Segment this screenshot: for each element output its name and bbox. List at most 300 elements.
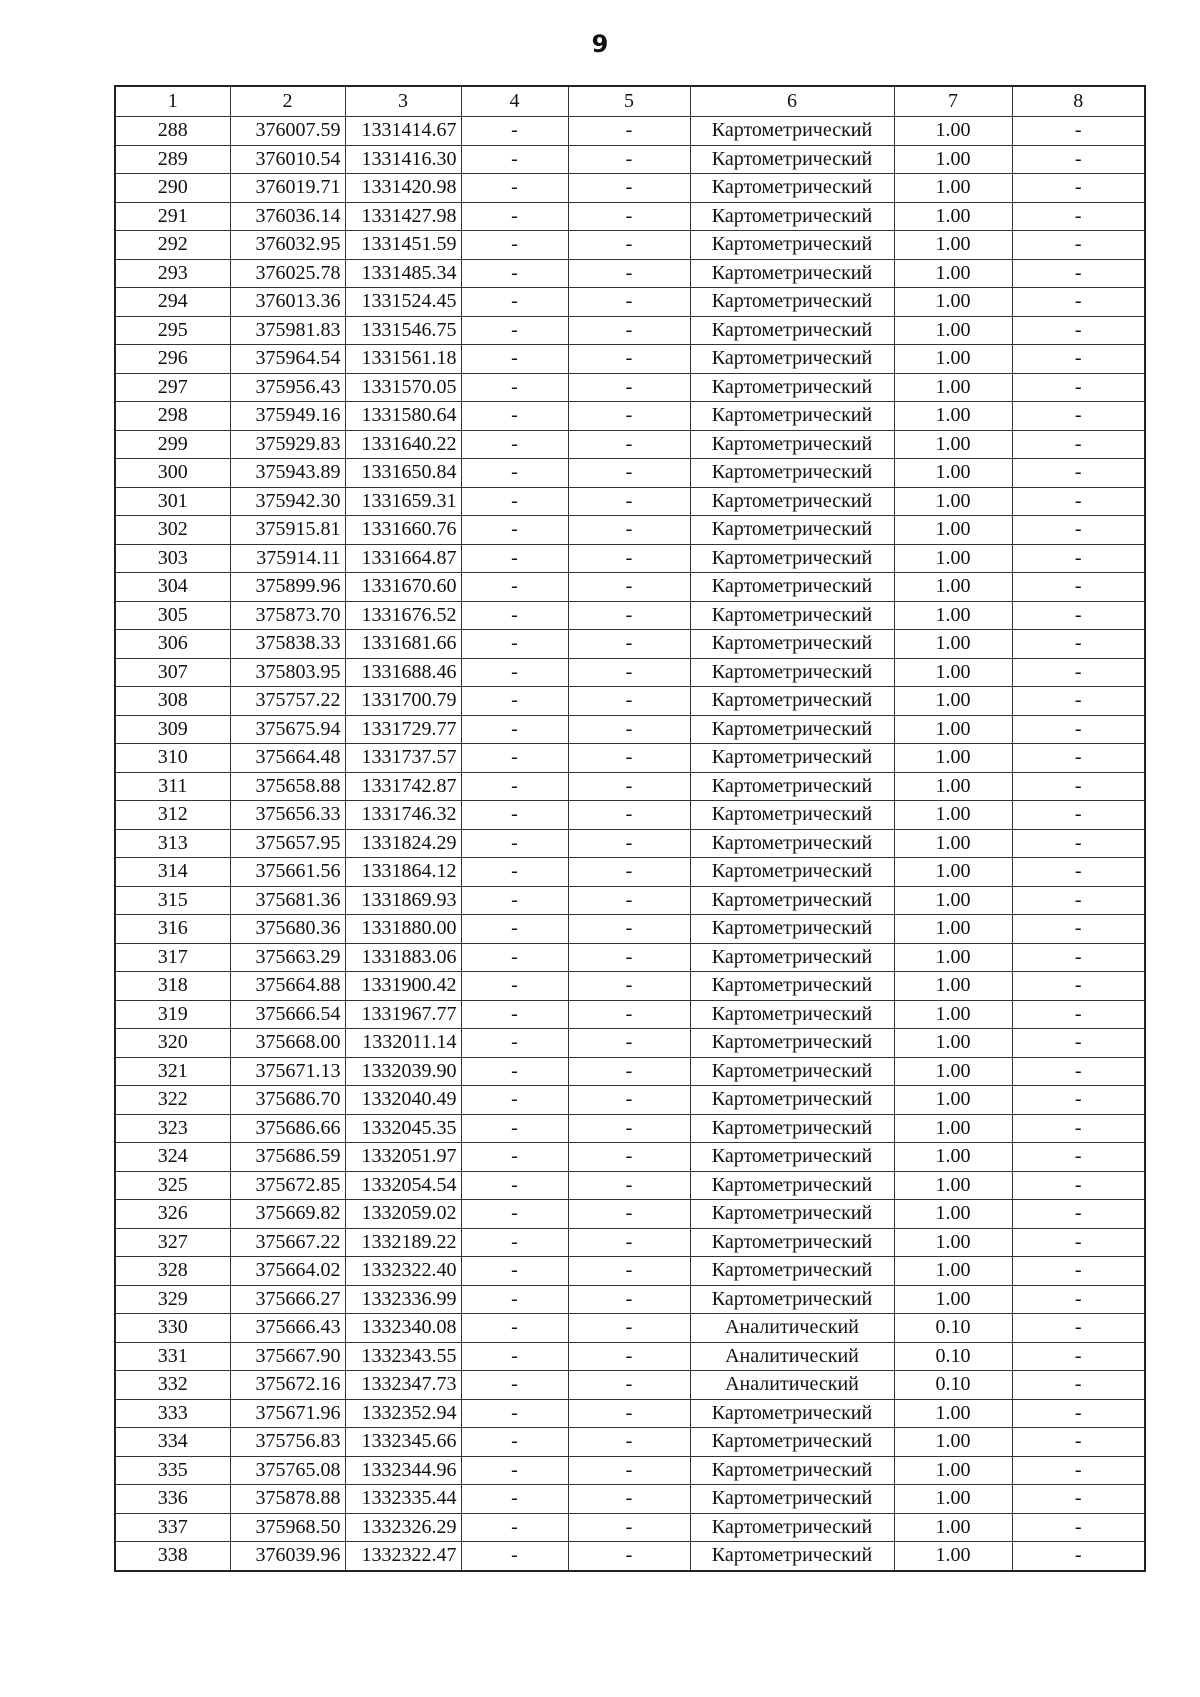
point-number-cell: 324 — [115, 1143, 230, 1172]
column-header: 2 — [230, 86, 345, 117]
y-coordinate-cell: 1332045.35 — [345, 1114, 461, 1143]
col4-cell: - — [461, 231, 568, 260]
y-coordinate-cell: 1331427.98 — [345, 202, 461, 231]
col8-cell: - — [1012, 687, 1145, 716]
accuracy-cell: 1.00 — [894, 487, 1012, 516]
col4-cell: - — [461, 1257, 568, 1286]
col4-cell: - — [461, 402, 568, 431]
col4-cell: - — [461, 1399, 568, 1428]
y-coordinate-cell: 1332352.94 — [345, 1399, 461, 1428]
column-header: 4 — [461, 86, 568, 117]
col8-cell: - — [1012, 1000, 1145, 1029]
x-coordinate-cell: 376039.96 — [230, 1542, 345, 1571]
x-coordinate-cell: 376032.95 — [230, 231, 345, 260]
method-cell: Аналитический — [690, 1314, 894, 1343]
y-coordinate-cell: 1331659.31 — [345, 487, 461, 516]
x-coordinate-cell: 375675.94 — [230, 715, 345, 744]
col8-cell: - — [1012, 316, 1145, 345]
column-header: 1 — [115, 86, 230, 117]
col4-cell: - — [461, 630, 568, 659]
accuracy-cell: 1.00 — [894, 544, 1012, 573]
method-cell: Картометрический — [690, 1228, 894, 1257]
y-coordinate-cell: 1332051.97 — [345, 1143, 461, 1172]
method-cell: Картометрический — [690, 1456, 894, 1485]
point-number-cell: 288 — [115, 117, 230, 146]
table-row — [115, 1228, 1145, 1257]
point-number-cell: 299 — [115, 430, 230, 459]
x-coordinate-cell: 375664.48 — [230, 744, 345, 773]
col8-cell: - — [1012, 630, 1145, 659]
table-row — [115, 915, 1145, 944]
table-row — [115, 1200, 1145, 1229]
table-row — [115, 630, 1145, 659]
y-coordinate-cell: 1331700.79 — [345, 687, 461, 716]
table-row — [115, 430, 1145, 459]
table-row — [115, 1285, 1145, 1314]
col5-cell: - — [568, 1114, 690, 1143]
method-cell: Картометрический — [690, 117, 894, 146]
col4-cell: - — [461, 202, 568, 231]
point-number-cell: 335 — [115, 1456, 230, 1485]
y-coordinate-cell: 1331546.75 — [345, 316, 461, 345]
col8-cell: - — [1012, 402, 1145, 431]
table-row — [115, 1314, 1145, 1343]
y-coordinate-cell: 1331524.45 — [345, 288, 461, 317]
method-cell: Картометрический — [690, 1171, 894, 1200]
y-coordinate-cell: 1331681.66 — [345, 630, 461, 659]
column-header: 7 — [894, 86, 1012, 117]
table-body — [115, 117, 1145, 1571]
col8-cell: - — [1012, 373, 1145, 402]
col8-cell: - — [1012, 943, 1145, 972]
col5-cell: - — [568, 145, 690, 174]
col5-cell: - — [568, 801, 690, 830]
accuracy-cell: 0.10 — [894, 1371, 1012, 1400]
y-coordinate-cell: 1331580.64 — [345, 402, 461, 431]
y-coordinate-cell: 1331737.57 — [345, 744, 461, 773]
accuracy-cell: 1.00 — [894, 715, 1012, 744]
accuracy-cell: 1.00 — [894, 1257, 1012, 1286]
column-header: 6 — [690, 86, 894, 117]
point-number-cell: 296 — [115, 345, 230, 374]
point-number-cell: 332 — [115, 1371, 230, 1400]
y-coordinate-cell: 1332322.47 — [345, 1542, 461, 1571]
accuracy-cell: 1.00 — [894, 1456, 1012, 1485]
x-coordinate-cell: 375686.59 — [230, 1143, 345, 1172]
point-number-cell: 294 — [115, 288, 230, 317]
accuracy-cell: 1.00 — [894, 1228, 1012, 1257]
point-number-cell: 322 — [115, 1086, 230, 1115]
col4-cell: - — [461, 801, 568, 830]
col8-cell: - — [1012, 430, 1145, 459]
col5-cell: - — [568, 1485, 690, 1514]
col5-cell: - — [568, 1513, 690, 1542]
col4-cell: - — [461, 1086, 568, 1115]
col4-cell: - — [461, 1143, 568, 1172]
col8-cell: - — [1012, 573, 1145, 602]
y-coordinate-cell: 1331485.34 — [345, 259, 461, 288]
table-row — [115, 886, 1145, 915]
point-number-cell: 317 — [115, 943, 230, 972]
point-number-cell: 305 — [115, 601, 230, 630]
col4-cell: - — [461, 1057, 568, 1086]
y-coordinate-cell: 1332335.44 — [345, 1485, 461, 1514]
point-number-cell: 304 — [115, 573, 230, 602]
x-coordinate-cell: 376025.78 — [230, 259, 345, 288]
col5-cell: - — [568, 886, 690, 915]
x-coordinate-cell: 375686.66 — [230, 1114, 345, 1143]
y-coordinate-cell: 1331967.77 — [345, 1000, 461, 1029]
x-coordinate-cell: 375964.54 — [230, 345, 345, 374]
col5-cell: - — [568, 601, 690, 630]
method-cell: Картометрический — [690, 288, 894, 317]
col8-cell: - — [1012, 202, 1145, 231]
col8-cell: - — [1012, 288, 1145, 317]
method-cell: Картометрический — [690, 1029, 894, 1058]
col4-cell: - — [461, 1000, 568, 1029]
point-number-cell: 334 — [115, 1428, 230, 1457]
y-coordinate-cell: 1332343.55 — [345, 1342, 461, 1371]
method-cell: Картометрический — [690, 316, 894, 345]
col4-cell: - — [461, 1456, 568, 1485]
x-coordinate-cell: 375661.56 — [230, 858, 345, 887]
x-coordinate-cell: 375878.88 — [230, 1485, 345, 1514]
accuracy-cell: 1.00 — [894, 1057, 1012, 1086]
x-coordinate-cell: 375943.89 — [230, 459, 345, 488]
col5-cell: - — [568, 772, 690, 801]
table-row — [115, 459, 1145, 488]
col8-cell: - — [1012, 1314, 1145, 1343]
point-number-cell: 298 — [115, 402, 230, 431]
y-coordinate-cell: 1332054.54 — [345, 1171, 461, 1200]
method-cell: Картометрический — [690, 658, 894, 687]
col4-cell: - — [461, 1285, 568, 1314]
coordinates-table — [114, 85, 1146, 1572]
table-row — [115, 772, 1145, 801]
accuracy-cell: 1.00 — [894, 117, 1012, 146]
col8-cell: - — [1012, 1029, 1145, 1058]
col4-cell: - — [461, 1228, 568, 1257]
col5-cell: - — [568, 1371, 690, 1400]
method-cell: Аналитический — [690, 1342, 894, 1371]
point-number-cell: 315 — [115, 886, 230, 915]
y-coordinate-cell: 1331640.22 — [345, 430, 461, 459]
table-row — [115, 345, 1145, 374]
col8-cell: - — [1012, 487, 1145, 516]
y-coordinate-cell: 1332344.96 — [345, 1456, 461, 1485]
y-coordinate-cell: 1331746.32 — [345, 801, 461, 830]
table-row — [115, 858, 1145, 887]
column-header: 8 — [1012, 86, 1145, 117]
point-number-cell: 311 — [115, 772, 230, 801]
y-coordinate-cell: 1331869.93 — [345, 886, 461, 915]
point-number-cell: 297 — [115, 373, 230, 402]
table-row — [115, 1029, 1145, 1058]
table-row — [115, 288, 1145, 317]
accuracy-cell: 1.00 — [894, 687, 1012, 716]
table-row — [115, 174, 1145, 203]
col4-cell: - — [461, 1114, 568, 1143]
col5-cell: - — [568, 174, 690, 203]
col8-cell: - — [1012, 459, 1145, 488]
x-coordinate-cell: 376013.36 — [230, 288, 345, 317]
col5-cell: - — [568, 1285, 690, 1314]
x-coordinate-cell: 375968.50 — [230, 1513, 345, 1542]
table-row — [115, 573, 1145, 602]
method-cell: Картометрический — [690, 516, 894, 545]
col4-cell: - — [461, 117, 568, 146]
x-coordinate-cell: 375667.22 — [230, 1228, 345, 1257]
accuracy-cell: 1.00 — [894, 1542, 1012, 1571]
table-row — [115, 1513, 1145, 1542]
table-row — [115, 1086, 1145, 1115]
accuracy-cell: 1.00 — [894, 373, 1012, 402]
x-coordinate-cell: 375765.08 — [230, 1456, 345, 1485]
x-coordinate-cell: 375656.33 — [230, 801, 345, 830]
point-number-cell: 306 — [115, 630, 230, 659]
col4-cell: - — [461, 1200, 568, 1229]
point-number-cell: 318 — [115, 972, 230, 1001]
table-row — [115, 744, 1145, 773]
method-cell: Картометрический — [690, 886, 894, 915]
col8-cell: - — [1012, 1428, 1145, 1457]
x-coordinate-cell: 375658.88 — [230, 772, 345, 801]
col8-cell: - — [1012, 345, 1145, 374]
table-row — [115, 1257, 1145, 1286]
col8-cell: - — [1012, 259, 1145, 288]
x-coordinate-cell: 375899.96 — [230, 573, 345, 602]
col5-cell: - — [568, 202, 690, 231]
method-cell: Картометрический — [690, 715, 894, 744]
col5-cell: - — [568, 1428, 690, 1457]
y-coordinate-cell: 1331900.42 — [345, 972, 461, 1001]
accuracy-cell: 1.00 — [894, 915, 1012, 944]
col8-cell: - — [1012, 1399, 1145, 1428]
method-cell: Картометрический — [690, 744, 894, 773]
table-row — [115, 231, 1145, 260]
accuracy-cell: 1.00 — [894, 573, 1012, 602]
y-coordinate-cell: 1331729.77 — [345, 715, 461, 744]
y-coordinate-cell: 1331676.52 — [345, 601, 461, 630]
x-coordinate-cell: 375838.33 — [230, 630, 345, 659]
col8-cell: - — [1012, 744, 1145, 773]
col8-cell: - — [1012, 972, 1145, 1001]
x-coordinate-cell: 375669.82 — [230, 1200, 345, 1229]
col8-cell: - — [1012, 886, 1145, 915]
table-row — [115, 1371, 1145, 1400]
point-number-cell: 333 — [115, 1399, 230, 1428]
col8-cell: - — [1012, 1086, 1145, 1115]
point-number-cell: 302 — [115, 516, 230, 545]
x-coordinate-cell: 375680.36 — [230, 915, 345, 944]
x-coordinate-cell: 375681.36 — [230, 886, 345, 915]
point-number-cell: 329 — [115, 1285, 230, 1314]
point-number-cell: 320 — [115, 1029, 230, 1058]
table-row — [115, 1342, 1145, 1371]
point-number-cell: 314 — [115, 858, 230, 887]
table-row — [115, 829, 1145, 858]
col8-cell: - — [1012, 1285, 1145, 1314]
accuracy-cell: 1.00 — [894, 601, 1012, 630]
col8-cell: - — [1012, 1114, 1145, 1143]
col5-cell: - — [568, 715, 690, 744]
point-number-cell: 293 — [115, 259, 230, 288]
method-cell: Картометрический — [690, 858, 894, 887]
table-row — [115, 316, 1145, 345]
col4-cell: - — [461, 345, 568, 374]
point-number-cell: 316 — [115, 915, 230, 944]
y-coordinate-cell: 1332040.49 — [345, 1086, 461, 1115]
point-number-cell: 310 — [115, 744, 230, 773]
accuracy-cell: 1.00 — [894, 1086, 1012, 1115]
accuracy-cell: 1.00 — [894, 316, 1012, 345]
method-cell: Картометрический — [690, 1086, 894, 1115]
x-coordinate-cell: 375981.83 — [230, 316, 345, 345]
col5-cell: - — [568, 316, 690, 345]
point-number-cell: 313 — [115, 829, 230, 858]
point-number-cell: 307 — [115, 658, 230, 687]
method-cell: Картометрический — [690, 373, 894, 402]
y-coordinate-cell: 1332059.02 — [345, 1200, 461, 1229]
col5-cell: - — [568, 1228, 690, 1257]
table-row — [115, 487, 1145, 516]
accuracy-cell: 1.00 — [894, 202, 1012, 231]
method-cell: Картометрический — [690, 1114, 894, 1143]
y-coordinate-cell: 1332322.40 — [345, 1257, 461, 1286]
col5-cell: - — [568, 1086, 690, 1115]
table-row — [115, 373, 1145, 402]
col5-cell: - — [568, 1542, 690, 1571]
x-coordinate-cell: 375672.85 — [230, 1171, 345, 1200]
col5-cell: - — [568, 402, 690, 431]
x-coordinate-cell: 375756.83 — [230, 1428, 345, 1457]
point-number-cell: 290 — [115, 174, 230, 203]
accuracy-cell: 1.00 — [894, 288, 1012, 317]
method-cell: Картометрический — [690, 943, 894, 972]
col5-cell: - — [568, 487, 690, 516]
table-row — [115, 402, 1145, 431]
col5-cell: - — [568, 858, 690, 887]
table-row — [115, 601, 1145, 630]
x-coordinate-cell: 375915.81 — [230, 516, 345, 545]
point-number-cell: 292 — [115, 231, 230, 260]
point-number-cell: 337 — [115, 1513, 230, 1542]
method-cell: Картометрический — [690, 829, 894, 858]
col4-cell: - — [461, 1171, 568, 1200]
col4-cell: - — [461, 430, 568, 459]
col8-cell: - — [1012, 1171, 1145, 1200]
point-number-cell: 328 — [115, 1257, 230, 1286]
col4-cell: - — [461, 1542, 568, 1571]
col8-cell: - — [1012, 145, 1145, 174]
y-coordinate-cell: 1331414.67 — [345, 117, 461, 146]
accuracy-cell: 1.00 — [894, 402, 1012, 431]
col8-cell: - — [1012, 601, 1145, 630]
col8-cell: - — [1012, 231, 1145, 260]
accuracy-cell: 1.00 — [894, 630, 1012, 659]
x-coordinate-cell: 376036.14 — [230, 202, 345, 231]
table-row — [115, 1114, 1145, 1143]
x-coordinate-cell: 375664.02 — [230, 1257, 345, 1286]
accuracy-cell: 1.00 — [894, 1029, 1012, 1058]
y-coordinate-cell: 1332340.08 — [345, 1314, 461, 1343]
accuracy-cell: 1.00 — [894, 430, 1012, 459]
col8-cell: - — [1012, 1513, 1145, 1542]
method-cell: Картометрический — [690, 487, 894, 516]
col5-cell: - — [568, 658, 690, 687]
accuracy-cell: 0.10 — [894, 1342, 1012, 1371]
y-coordinate-cell: 1332039.90 — [345, 1057, 461, 1086]
y-coordinate-cell: 1331742.87 — [345, 772, 461, 801]
point-number-cell: 309 — [115, 715, 230, 744]
method-cell: Картометрический — [690, 1200, 894, 1229]
col8-cell: - — [1012, 516, 1145, 545]
point-number-cell: 325 — [115, 1171, 230, 1200]
accuracy-cell: 1.00 — [894, 1513, 1012, 1542]
col5-cell: - — [568, 1200, 690, 1229]
table-row — [115, 1542, 1145, 1571]
col4-cell: - — [461, 1342, 568, 1371]
col5-cell: - — [568, 1000, 690, 1029]
point-number-cell: 301 — [115, 487, 230, 516]
method-cell: Картометрический — [690, 972, 894, 1001]
col5-cell: - — [568, 1257, 690, 1286]
col4-cell: - — [461, 829, 568, 858]
col8-cell: - — [1012, 715, 1145, 744]
accuracy-cell: 1.00 — [894, 829, 1012, 858]
col5-cell: - — [568, 288, 690, 317]
accuracy-cell: 1.00 — [894, 1485, 1012, 1514]
table-row — [115, 516, 1145, 545]
table-row — [115, 1399, 1145, 1428]
accuracy-cell: 1.00 — [894, 145, 1012, 174]
y-coordinate-cell: 1331688.46 — [345, 658, 461, 687]
column-header: 5 — [568, 86, 690, 117]
x-coordinate-cell: 375663.29 — [230, 943, 345, 972]
col5-cell: - — [568, 259, 690, 288]
x-coordinate-cell: 375657.95 — [230, 829, 345, 858]
table-row — [115, 715, 1145, 744]
method-cell: Картометрический — [690, 801, 894, 830]
point-number-cell: 312 — [115, 801, 230, 830]
table-row — [115, 117, 1145, 146]
table-row — [115, 1000, 1145, 1029]
col4-cell: - — [461, 288, 568, 317]
col4-cell: - — [461, 373, 568, 402]
method-cell: Картометрический — [690, 1513, 894, 1542]
col8-cell: - — [1012, 1200, 1145, 1229]
x-coordinate-cell: 376019.71 — [230, 174, 345, 203]
col4-cell: - — [461, 858, 568, 887]
table-row — [115, 972, 1145, 1001]
x-coordinate-cell: 375664.88 — [230, 972, 345, 1001]
col8-cell: - — [1012, 174, 1145, 203]
accuracy-cell: 1.00 — [894, 1171, 1012, 1200]
col5-cell: - — [568, 1456, 690, 1485]
method-cell: Картометрический — [690, 687, 894, 716]
table-row — [115, 801, 1145, 830]
accuracy-cell: 1.00 — [894, 801, 1012, 830]
col8-cell: - — [1012, 544, 1145, 573]
accuracy-cell: 1.00 — [894, 516, 1012, 545]
col5-cell: - — [568, 1399, 690, 1428]
table-row — [115, 1171, 1145, 1200]
col5-cell: - — [568, 1171, 690, 1200]
method-cell: Картометрический — [690, 174, 894, 203]
col5-cell: - — [568, 430, 690, 459]
y-coordinate-cell: 1331561.18 — [345, 345, 461, 374]
method-cell: Картометрический — [690, 459, 894, 488]
